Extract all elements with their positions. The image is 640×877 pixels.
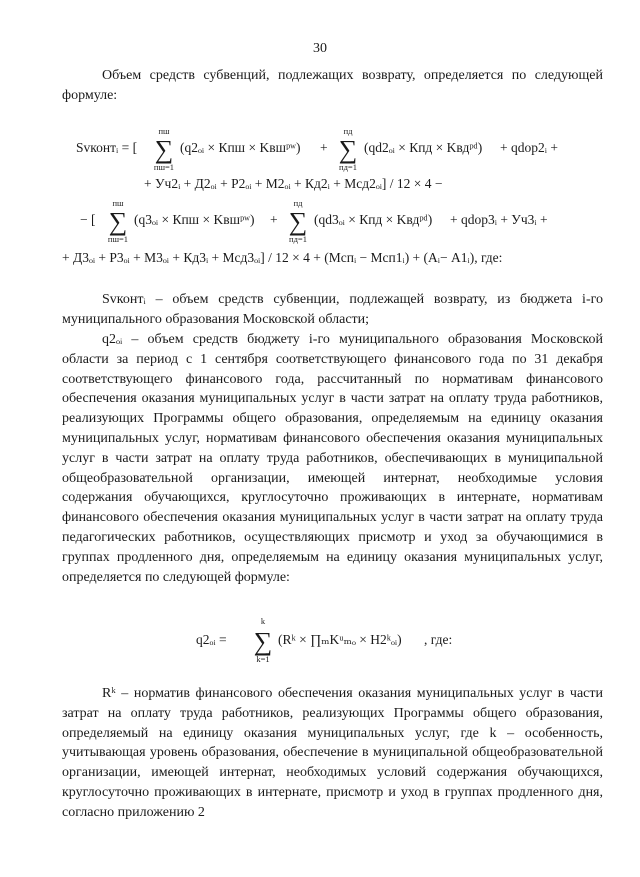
formula-svkont-svg — [0, 112, 640, 272]
formula-q2oi — [0, 612, 640, 668]
definition-q2oi: q2ₒᵢ – объем средств бюджету i-го муниципального образования Московской области за период с 1 сентября соответствующего финансового года по 31 декабря соответствующего финансового года, рассчитанный по нормативам финансового обеспечения оказания муниципальных услуг в части затрат на оплату труда работников, реализующих Программы общего образования, определяемым на единицу оказания муниципальных услуг, нормативам финансового обеспечения оказания муниципальных услуг в части затрат на оплату труда работников, обеспечивающих в муниципальной общеобразовательной организации, имеющей интернат, необходимые условия содержания обучающихся, круглосуточно проживающих в интернате, нормативам финансового обеспечения оказания муниципальных услуг в части затрат на оплату труда педагогических работников, осуществляющих присмотр и уход за обучающимися в группах продленного дня, определяемым на единицу оказания муниципальных услуг, определяется по следующей формуле: — [62, 332, 603, 585]
formula1-line3-lhs: − [ — [80, 212, 96, 227]
formula1-line3-term1: (q3ₒᵢ × Кпш × Kвшᵖʷ) — [134, 212, 255, 227]
formula1-plus1: + — [320, 140, 328, 155]
formula2-sigma: ∑ — [253, 627, 273, 656]
formula2-sum-lower: k=1 — [256, 654, 270, 664]
formula1-line4: + Д3ₒᵢ + Р3ₒᵢ + М3ₒᵢ + Кд3ᵢ + Мсд3ₒᵢ] / 12 × 4 + (Мспᵢ − Мсп1ᵢ) + (Аᵢ− А1ᵢ), где: — [62, 250, 503, 265]
formula1-sum2-upper: пд — [343, 126, 353, 136]
formula1-plus2: + — [270, 212, 278, 227]
formula1-line1-tail: + qdop2ᵢ + — [500, 140, 558, 155]
formula1-sum3-sigma: ∑ — [108, 207, 128, 236]
formula1-line2: + Уч2ᵢ + Д2ₒᵢ + Р2ₒᵢ + М2ₒᵢ + Кд2ᵢ + Мсд2ₒᵢ] / 12 × 4 − — [144, 176, 443, 191]
page-number: 30 — [313, 41, 327, 56]
formula1-sum1-sigma: ∑ — [154, 135, 174, 164]
formula1-sum1-lower: пш=1 — [153, 162, 175, 172]
formula1-sum4-sigma: ∑ — [288, 207, 308, 236]
formula1-sum3-upper: пш — [112, 198, 124, 208]
formula2-tail: , где: — [424, 632, 453, 647]
definition-rk: Rᵏ – норматив финансового обеспечения оказания муниципальных услуг в части затрат на оплату труда работников, реализующих Программы общего образования, определяемый на единицу оказания муниципальных услуг, где k – особенность, учитывающая уровень образования, обеспечение в муниципальной общеобразовательной организации, имеющей интернат, необходимых условий содержания обучающихся, круглосуточно проживающих в интернате, присмотр и уход в группах продленного дня, согласно приложению 2 — [62, 686, 603, 820]
formula2-sum-upper: k — [260, 616, 266, 626]
formula1-line1-term1: (q2ₒᵢ × Кпш × Kвшᵖʷ) — [180, 140, 301, 155]
formula1-sum4-lower: пд=1 — [289, 234, 307, 244]
formula-q2oi-svg — [0, 612, 640, 668]
formula1-line1-lhs: Svконтᵢ = [ — [76, 140, 138, 155]
definition-svkont: Svконтᵢ – объем средств субвенции, подлежащей возврату, из бюджета i-го муниципального образования Московской области; — [62, 292, 603, 327]
formula2-lhs: q2ₒᵢ = — [196, 632, 227, 647]
formula1-sum4-upper: пд — [293, 198, 303, 208]
formula2-body: (Rᵏ × ∏ₘKᵘₘₒ × H2ᵏₒᵢ) — [278, 632, 402, 647]
formula1-sum3-lower: пш=1 — [107, 234, 129, 244]
formula1-sum2-lower: пд=1 — [339, 162, 357, 172]
intro-paragraph: Объем средств субвенций, подлежащих возврату, определяется по следующей формуле: — [62, 68, 603, 103]
formula1-sum1-upper: пш — [158, 126, 170, 136]
formula1-line1-term2: (qd2ₒᵢ × Кпд × Kвдᵖᵈ) — [364, 140, 483, 155]
formula-svkont — [0, 112, 640, 272]
formula1-line3-term2: (qd3ₒᵢ × Кпд × Kвдᵖᵈ) — [314, 212, 433, 227]
formula1-line3-tail: + qdop3ᵢ + Уч3ᵢ + — [450, 212, 548, 227]
formula1-sum2-sigma: ∑ — [338, 135, 358, 164]
